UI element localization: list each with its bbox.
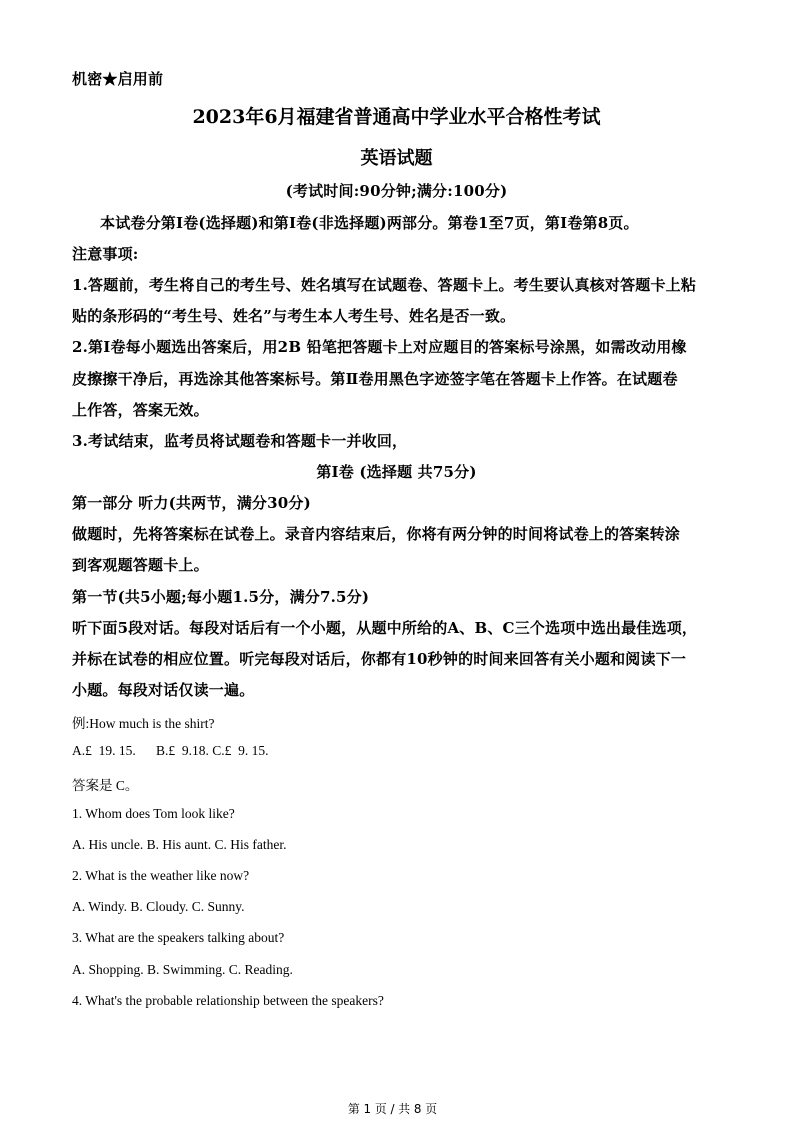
note-2-line-2: 皮擦擦干净后，再选涂其他答案标号。第Ⅱ卷用黑色字迹签字笔在答题卡上作答。在试题卷 (72, 370, 678, 388)
note-2-line-3: 上作答，答案无效。 (72, 401, 209, 419)
listening-section-title: 第一部分 听力(共两节，满分30分) (72, 494, 311, 512)
listening-instruction-line-2: 到客观题答题卡上。 (72, 556, 209, 574)
exam-info: (考试时间:90分钟;满分:100分) (285, 182, 508, 200)
note-3: 3.考试结束，监考员将试题卷和答题卡一并收回， (72, 432, 408, 450)
example-answer: 答案是 C。 (72, 778, 139, 793)
question-3: 3. What are the speakers talking about? (72, 930, 285, 945)
example-question: 例:How much is the shirt? (72, 716, 215, 731)
subsection-title: 第一节(共5小题;每小题1.5分，满分7.5分) (72, 588, 370, 606)
exam-title: 2023年6月福建省普通高中学业水平合格性考试 (192, 106, 601, 128)
sub-instruction-line-2: 并标在试卷的相应位置。听完每段对话后，你都有10秒钟的时间来回答有关小题和阅读下一 (72, 650, 687, 668)
paper-structure: 本试卷分第I卷(选择题)和第I卷(非选择题)两部分。第卷1至7页，第I卷第8页。 (100, 214, 639, 232)
question-2: 2. What is the weather like now? (72, 868, 250, 883)
sub-instruction-line-3: 小题。每段对话仅读一遍。 (72, 681, 255, 699)
question-1-options: A. His uncle. B. His aunt. C. His father. (72, 837, 287, 852)
subject-title: 英语试题 (360, 148, 433, 169)
listening-instruction-line-1: 做题时，先将答案标在试卷上。录音内容结束后，你将有两分钟的时间将试卷上的答案转涂 (72, 525, 681, 543)
question-1: 1. Whom does Tom look like? (72, 806, 235, 821)
example-options: A.£ 19. 15. B.£ 9.18. C.£ 9. 15. (72, 743, 269, 758)
part-1-heading: 第I卷 (选择题 共75分) (316, 463, 477, 481)
note-2-line-1: 2.第I卷每小题选出答案后，用2B 铅笔把答题卡上对应题目的答案标号涂黑，如需改动用橡 (72, 338, 687, 356)
page-footer: 第 1 页 / 共 8 页 (347, 1102, 438, 1116)
sub-instruction-line-1: 听下面5段对话。每段对话后有一个小题，从题中所给的A、B、C三个选项中选出最佳选项， (72, 619, 698, 637)
question-4: 4. What's the probable relationship between the speakers? (72, 993, 384, 1008)
note-1-line-1: 1.答题前，考生将自己的考生号、姓名填写在试题卷、答题卡上。考生要认真核对答题卡上粘 (72, 276, 697, 294)
secret-label: 机密★启用前 (72, 70, 164, 88)
notes-heading: 注意事项: (72, 245, 139, 263)
note-1-line-2: 贴的条形码的“考生号、姓名”与考生本人考生号、姓名是否一致。 (72, 307, 516, 325)
question-2-options: A. Windy. B. Cloudy. C. Sunny. (72, 899, 245, 914)
question-3-options: A. Shopping. B. Swimming. C. Reading. (72, 962, 293, 977)
